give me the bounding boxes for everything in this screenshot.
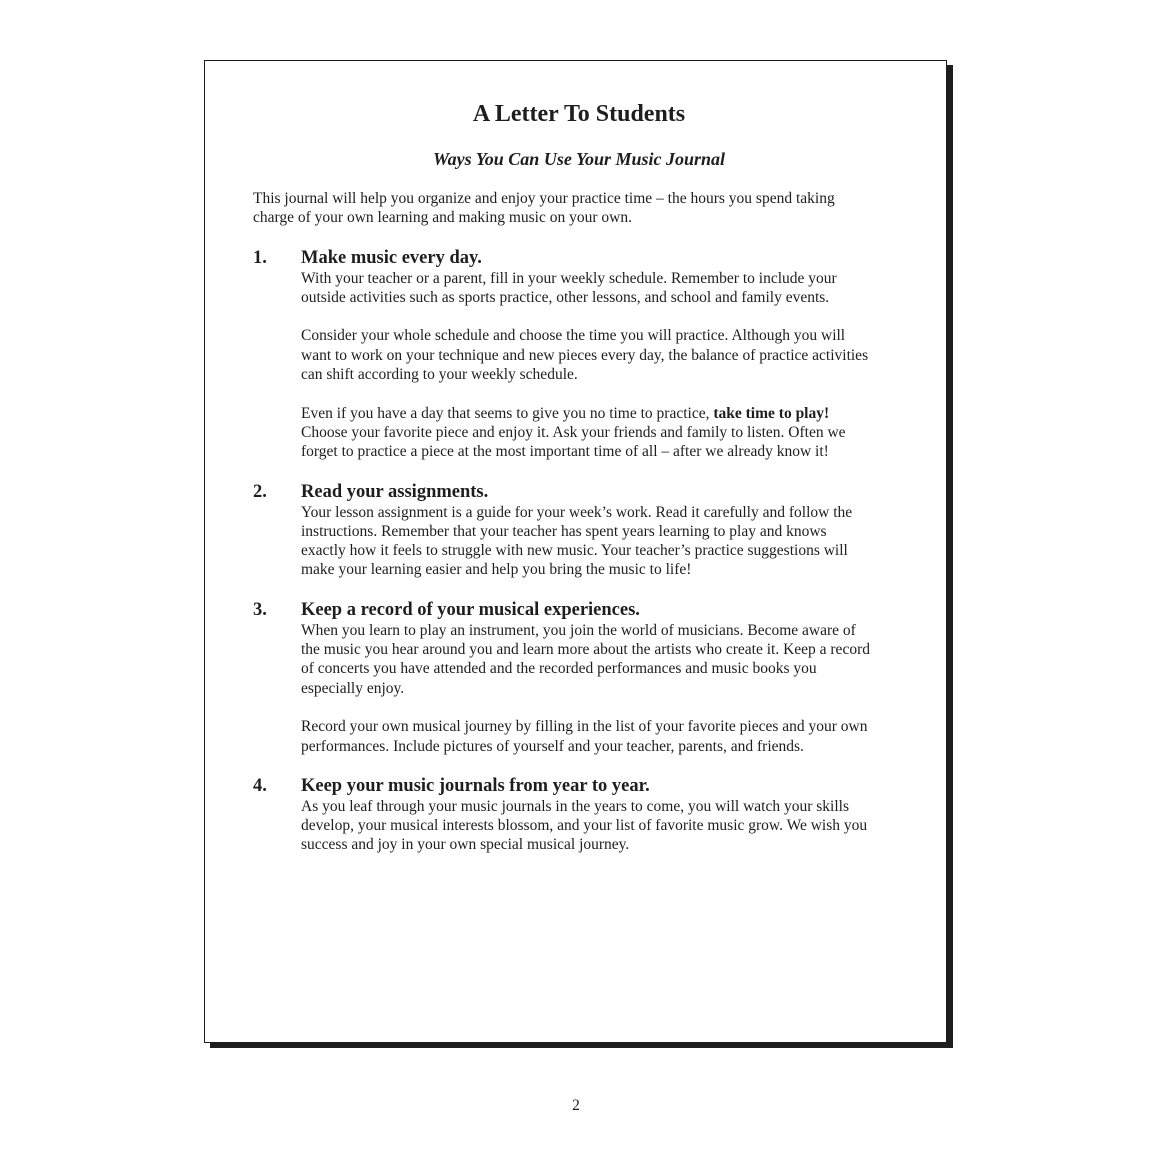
text-line: develop, your musical interests blossom, and your list of favorite music grow. We wish you xyxy=(301,817,868,835)
intro-paragraph xyxy=(253,189,905,228)
section-body xyxy=(301,269,905,462)
section-title: Keep a record of your musical experiences. xyxy=(301,599,640,620)
paragraph xyxy=(301,621,905,698)
section-heading xyxy=(253,247,905,269)
text-line: Record your own musical journey by filling in the list of your favorite pieces and your own xyxy=(301,718,868,736)
page-number: 2 xyxy=(572,1097,580,1114)
paragraph xyxy=(301,269,905,308)
text-line: make your learning easier and help you bring the music to life! xyxy=(301,561,692,579)
text-line: Your lesson assignment is a guide for your week’s work. Read it carefully and follow the xyxy=(301,503,853,521)
section-number: 3. xyxy=(253,599,267,620)
section-heading xyxy=(253,775,905,797)
text-line: outside activities such as sports practice, other lessons, and school and family events. xyxy=(301,288,830,306)
paragraph xyxy=(301,503,905,580)
section-number: 2. xyxy=(253,481,267,502)
section-title: Read your assignments. xyxy=(301,481,489,502)
section-body xyxy=(301,503,905,580)
text-line: can shift according to your weekly schedule. xyxy=(301,366,578,384)
section-title: Make music every day. xyxy=(301,247,482,268)
paragraph xyxy=(301,717,905,756)
text-line: forget to practice a piece at the most important time of all – after we already know it! xyxy=(301,443,829,461)
paragraph xyxy=(301,404,905,462)
section-heading xyxy=(253,481,905,503)
paragraph xyxy=(301,797,905,855)
section-body xyxy=(301,797,905,855)
text-line: Choose your favorite piece and enjoy it. Ask your friends and family to listen. Often we xyxy=(301,423,846,441)
text-line: instructions. Remember that your teacher has spent years learning to play and knows xyxy=(301,522,827,540)
text-line: This journal will help you organize and enjoy your practice time – the hours you spend taking xyxy=(253,190,835,207)
page-subtitle: Ways You Can Use Your Music Journal xyxy=(432,149,726,169)
page-title: A Letter To Students xyxy=(472,101,686,127)
section-number: 4. xyxy=(253,775,267,796)
section-body xyxy=(301,621,905,756)
section-heading xyxy=(253,599,905,621)
page-content xyxy=(253,99,905,855)
section-2 xyxy=(253,481,905,580)
text-line: Consider your whole schedule and choose the time you will practice. Although you will xyxy=(301,327,846,345)
text-line: success and joy in your own special musical journey. xyxy=(301,836,630,854)
text-line: As you leaf through your music journals in the years to come, you will watch your skills xyxy=(301,797,850,815)
text-line: the music you hear around you and learn more about the artists who create it. Keep a record xyxy=(301,641,870,659)
text-line: With your teacher or a parent, fill in your weekly schedule. Remember to include your xyxy=(301,269,837,287)
paragraph xyxy=(301,326,905,384)
text-line: Even if you have a day that seems to give you no time to practice, xyxy=(301,404,714,422)
text-line: charge of your own learning and making music on your own. xyxy=(253,209,632,227)
section-3 xyxy=(253,599,905,756)
section-title: Keep your music journals from year to year. xyxy=(301,775,650,796)
text-line: performances. Include pictures of yourself and your teacher, parents, and friends. xyxy=(301,737,804,755)
page-frame xyxy=(204,60,947,1043)
section-number: 1. xyxy=(253,247,267,268)
section-4 xyxy=(253,775,905,855)
text-line: of concerts you have attended and the recorded performances and music books you xyxy=(301,660,817,678)
emphasis-text: take time to play! xyxy=(713,404,830,422)
text-line: especially enjoy. xyxy=(301,679,405,697)
text-line: exactly how it feels to struggle with new music. Your teacher’s practice suggestions will xyxy=(301,542,848,560)
text-line: want to work on your technique and new pieces every day, the balance of practice activities xyxy=(301,346,869,364)
section-1 xyxy=(253,247,905,462)
text-line: When you learn to play an instrument, you join the world of musicians. Become aware of xyxy=(301,621,856,639)
